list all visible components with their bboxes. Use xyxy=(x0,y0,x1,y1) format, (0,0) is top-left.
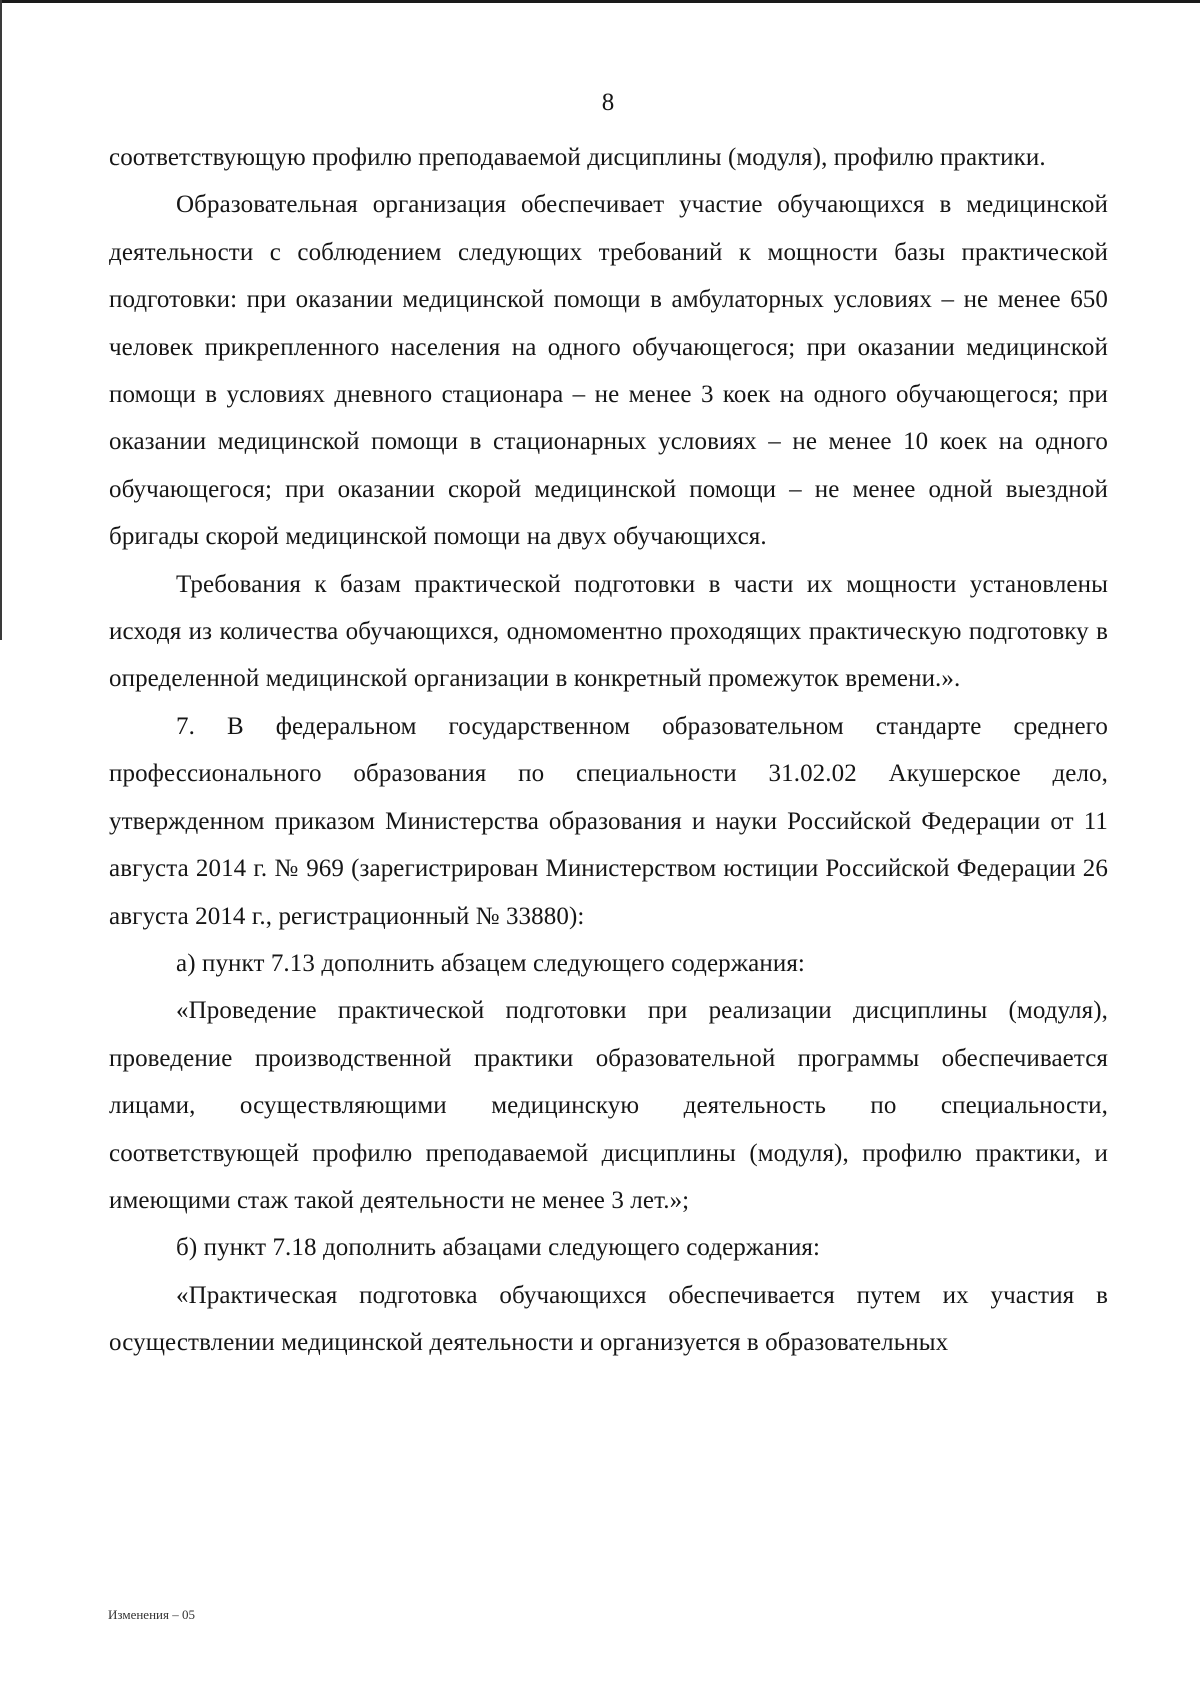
page-number: 8 xyxy=(601,89,615,116)
footer-note: Изменения – 05 xyxy=(108,1607,195,1622)
scan-edge-top xyxy=(0,0,1200,3)
document-body xyxy=(109,134,1108,1367)
paragraph-base-capacity: Требования к базам практической подготовки в части их мощности установлены исходя из количества обучающихся, одномоментно проходящих практическую подготовку в определенной медицинской организации в конкретный промежуток времени.». xyxy=(109,570,1108,693)
paragraph-subitem-b: б) пункт 7.18 дополнить абзацами следующего содержания: xyxy=(176,1234,821,1262)
paragraph-subitem-a: а) пункт 7.13 дополнить абзацем следующего содержания: xyxy=(176,949,805,977)
paragraph-item-7: 7. В федеральном государственном образовательном стандарте среднего профессионального образования по специальности 31.02.02 Акушерское дело, утвержденном приказом Министерства образования и науки Российской Федерации от 11 августа 2014 г. № 969 (зарегистрирован Министерством юстиции Российской Федерации 26 августа 2014 г., регистрационный № 33880): xyxy=(109,712,1108,930)
paragraph-continuation: соответствующую профилю преподаваемой дисциплины (модуля), профилю практики. xyxy=(109,144,1046,171)
paragraph-quote-practical-training: «Практическая подготовка обучающихся обеспечивается путем их участия в осуществлении медицинской деятельности и организуется в образовательных xyxy=(109,1281,1108,1357)
paragraph-practice-base-requirements: Образовательная организация обеспечивает участие обучающихся в медицинской деятельности с соблюдением следующих требований к мощности базы практической подготовки: при оказании медицинской помощи в амбулаторных условиях – не менее 650 человек прикрепленного населения на одного обучающегося; при оказании медицинской помощи в условиях дневного стационара – не менее 3 коек на одного обучающегося; при оказании медицинской помощи в стационарных условиях – не менее 10 коек на одного обучающегося; при оказании скорой медицинской помощи – не менее одной выездной бригады скорой медицинской помощи на двух обучающихся. xyxy=(109,191,1108,551)
paragraph-quote-conducting-practice: «Проведение практической подготовки при реализации дисциплины (модуля), проведение производственной практики образовательной программы обеспечивается лицами, осуществляющими медицинскую деятельность по специальности, соответствующей профилю преподаваемой дисциплины (модуля), профилю практики, и имеющими стаж такой деятельности не менее 3 лет.»; xyxy=(109,997,1108,1214)
